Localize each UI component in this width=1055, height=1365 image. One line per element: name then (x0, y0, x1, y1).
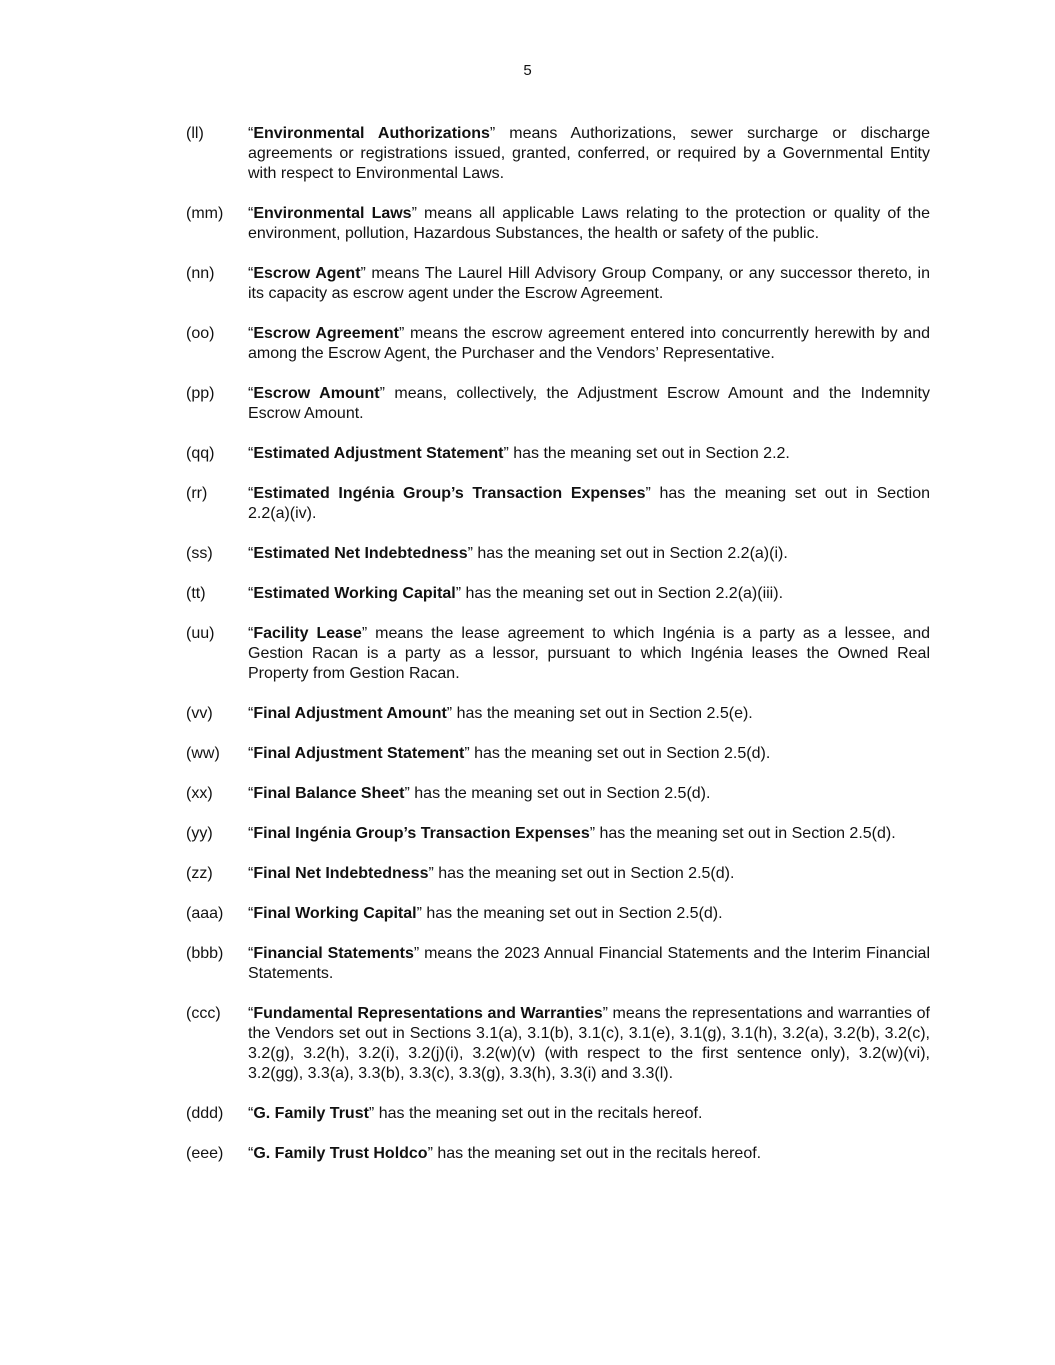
definition-text: “G. Family Trust” has the meaning set out in the recitals hereof. (248, 1105, 703, 1122)
definition-text: “G. Family Trust Holdco” has the meaning set out in the recitals hereof. (248, 1145, 762, 1162)
definition-text: “Estimated Adjustment Statement” has the meaning set out in Section 2.2. (248, 445, 790, 462)
definition-term: Estimated Net Indebtedness (253, 545, 468, 562)
definition-item (186, 1104, 930, 1124)
definition-text: “Environmental Authorizations” means Authorizations, sewer surcharge or discharge agreements or registrations issued, granted, conferred, or required by a Governmental Entity with respect to Environmental Laws. (248, 125, 930, 182)
definition-body: means Authorizations, sewer surcharge or discharge agreements or registrations issued, granted, conferred, or required by a Governmental Entity with respect to Environmental Laws. (248, 125, 930, 182)
definition-text: “Estimated Working Capital” has the meaning set out in Section 2.2(a)(iii). (248, 585, 784, 602)
definition-term: Final Adjustment Statement (253, 745, 465, 762)
definition-item (186, 1144, 930, 1164)
definition-label: (ddd) (186, 1105, 224, 1122)
definition-text: “Escrow Agreement” means the escrow agreement entered into concurrently herewith by and among the Escrow Agent, the Purchaser and the Vendors’ Representative. (248, 325, 931, 362)
definition-label: (zz) (186, 865, 213, 882)
definition-term: Financial Statements (253, 945, 414, 962)
definitions-list (186, 124, 930, 1184)
definition-body: has the meaning set out in Section 2.2. (508, 445, 790, 462)
definition-term: Facility Lease (253, 625, 362, 642)
definition-item (186, 744, 930, 764)
definition-body: has the meaning set out in Section 2.5(e). (452, 705, 753, 722)
definition-body: means the lease agreement to which Ingénia is a party as a lessee, and Gestion Racan is a party as a lessor, pursuant to which Ingénia leases the Owned Real Property from Gestion Racan. (248, 625, 930, 682)
definition-term: G. Family Trust Holdco (253, 1145, 428, 1162)
definition-body: has the meaning set out in Section 2.5(d). (421, 905, 723, 922)
definition-term: Escrow Agreement (253, 325, 399, 342)
definition-label: (aaa) (186, 905, 224, 922)
definition-item (186, 484, 930, 524)
definition-term: Final Adjustment Amount (253, 705, 447, 722)
definition-item (186, 204, 930, 244)
definition-item (186, 864, 930, 884)
definition-text: “Final Net Indebtedness” has the meaning set out in Section 2.5(d). (248, 865, 735, 882)
definition-text: “Final Ingénia Group’s Transaction Expenses” has the meaning set out in Section 2.5(d). (248, 825, 896, 842)
definition-text: “Final Balance Sheet” has the meaning set out in Section 2.5(d). (248, 785, 711, 802)
definition-text: “Final Adjustment Amount” has the meaning set out in Section 2.5(e). (248, 705, 753, 722)
definition-body: has the meaning set out in Section 2.5(d). (469, 745, 771, 762)
definition-label: (rr) (186, 485, 208, 502)
definition-term: Environmental Laws (253, 205, 412, 222)
definition-item (186, 824, 930, 844)
page-number: 5 (523, 62, 532, 79)
definition-body: means The Laurel Hill Advisory Group Company, or any successor thereto, in its capacity as escrow agent under the Escrow Agreement. (248, 265, 931, 302)
definition-item (186, 544, 930, 564)
definition-item (186, 264, 930, 304)
definition-label: (vv) (186, 705, 213, 722)
definition-label: (uu) (186, 625, 215, 642)
definition-body: has the meaning set out in Section 2.5(d). (409, 785, 711, 802)
definition-text: “Final Adjustment Statement” has the meaning set out in Section 2.5(d). (248, 745, 771, 762)
definition-term: Escrow Amount (253, 385, 380, 402)
definition-text: “Escrow Amount” means, collectively, the Adjustment Escrow Amount and the Indemnity Escrow Amount. (248, 385, 930, 422)
definition-item (186, 324, 930, 364)
definition-label: (mm) (186, 205, 224, 222)
definition-label: (ww) (186, 745, 220, 762)
definition-item (186, 124, 930, 184)
definition-text: “Estimated Ingénia Group’s Transaction Expenses” has the meaning set out in Section 2.2(a)(iv). (248, 485, 930, 522)
definition-body: means the representations and warranties of the Vendors set out in Sections 3.1(a), 3.1(b), 3.1(c), 3.1(e), 3.1(g), 3.1(h), 3.2(a), 3.2(b), 3.2(c), 3.2(g), 3.2(h), 3.2(i), 3.2(j)(i), 3.2(w)(v) (with respect to the first sentence only), 3.2(w)(vi), 3.2(gg), 3.3(a), 3.3(b), 3.3(c), 3.3(g), 3.3(h), 3.3(i) and 3.3(l). (248, 1005, 930, 1082)
definition-term: Final Ingénia Group’s Transaction Expenses (253, 825, 590, 842)
definition-item (186, 784, 930, 804)
definition-label: (ll) (186, 125, 204, 142)
definition-label: (pp) (186, 385, 215, 402)
definition-item (186, 944, 930, 984)
definition-label: (ss) (186, 545, 213, 562)
definition-body: means the escrow agreement entered into concurrently herewith by and among the Escrow Agent, the Purchaser and the Vendors’ Representative. (248, 325, 931, 362)
definition-item (186, 624, 930, 684)
definition-body: means all applicable Laws relating to the protection or quality of the environment, pollution, Hazardous Substances, the health or safety of the public. (248, 205, 931, 242)
definition-text: “Financial Statements” means the 2023 Annual Financial Statements and the Interim Financial Statements. (248, 945, 931, 982)
definition-term: Final Working Capital (253, 905, 417, 922)
definition-item (186, 444, 930, 464)
definition-text: “Environmental Laws” means all applicable Laws relating to the protection or quality of the environment, pollution, Hazardous Substances, the health or safety of the public. (248, 205, 931, 242)
definition-label: (ccc) (186, 1005, 221, 1022)
definition-term: G. Family Trust (253, 1105, 369, 1122)
definition-text: “Facility Lease” means the lease agreement to which Ingénia is a party as a lessee, and Gestion Racan is a party as a lessor, pursuant to which Ingénia leases the Owned Real Property from Gestion Racan. (248, 625, 930, 682)
definition-label: (xx) (186, 785, 213, 802)
definition-body: has the meaning set out in Section 2.2(a)(iii). (461, 585, 784, 602)
definition-body: has the meaning set out in Section 2.2(a)(i). (472, 545, 788, 562)
definition-term: Estimated Adjustment Statement (253, 445, 504, 462)
definition-label: (bbb) (186, 945, 224, 962)
definition-item (186, 384, 930, 424)
definition-label: (eee) (186, 1145, 224, 1162)
definition-term: Escrow Agent (253, 265, 361, 282)
definition-label: (oo) (186, 325, 215, 342)
definition-term: Environmental Authorizations (253, 125, 490, 142)
definition-body: has the meaning set out in the recitals hereof. (374, 1105, 703, 1122)
definition-text: “Estimated Net Indebtedness” has the meaning set out in Section 2.2(a)(i). (248, 545, 788, 562)
definition-body: has the meaning set out in Section 2.5(d). (595, 825, 896, 842)
definition-text: “Escrow Agent” means The Laurel Hill Advisory Group Company, or any successor thereto, in its capacity as escrow agent under the Escrow Agreement. (248, 265, 931, 302)
definition-item (186, 1004, 930, 1084)
definition-term: Final Net Indebtedness (253, 865, 429, 882)
definition-label: (nn) (186, 265, 215, 282)
definition-item (186, 584, 930, 604)
definition-label: (yy) (186, 825, 213, 842)
definition-body: has the meaning set out in Section 2.2(a)(iv). (248, 485, 930, 522)
definition-label: (qq) (186, 445, 215, 462)
definition-term: Final Balance Sheet (253, 785, 405, 802)
definition-text: “Final Working Capital” has the meaning set out in Section 2.5(d). (248, 905, 723, 922)
definition-text: “Fundamental Representations and Warranties” means the representations and warranties of the Vendors set out in Sections 3.1(a), 3.1(b), 3.1(c), 3.1(e), 3.1(g), 3.1(h), 3.2(a), 3.2(b), 3.2(c), 3.2(g), 3.2(h), 3.2(i), 3.2(j)(i), 3.2(w)(v) (with respect to the first sentence only), 3.2(w)(vi), 3.2(gg), 3.3(a), 3.3(b), 3.3(c), 3.3(g), 3.3(h), 3.3(i) and 3.3(l). (248, 1005, 930, 1082)
definition-body: has the meaning set out in Section 2.5(d). (433, 865, 735, 882)
definition-term: Estimated Ingénia Group’s Transaction Expenses (253, 485, 646, 502)
definition-item (186, 704, 930, 724)
definition-body: has the meaning set out in the recitals hereof. (432, 1145, 762, 1162)
definition-body: means the 2023 Annual Financial Statements and the Interim Financial Statements. (248, 945, 931, 982)
definition-term: Fundamental Representations and Warranties (253, 1005, 603, 1022)
definition-term: Estimated Working Capital (253, 585, 456, 602)
definition-body: means, collectively, the Adjustment Escrow Amount and the Indemnity Escrow Amount. (248, 385, 930, 422)
definition-item (186, 904, 930, 924)
definition-label: (tt) (186, 585, 206, 602)
